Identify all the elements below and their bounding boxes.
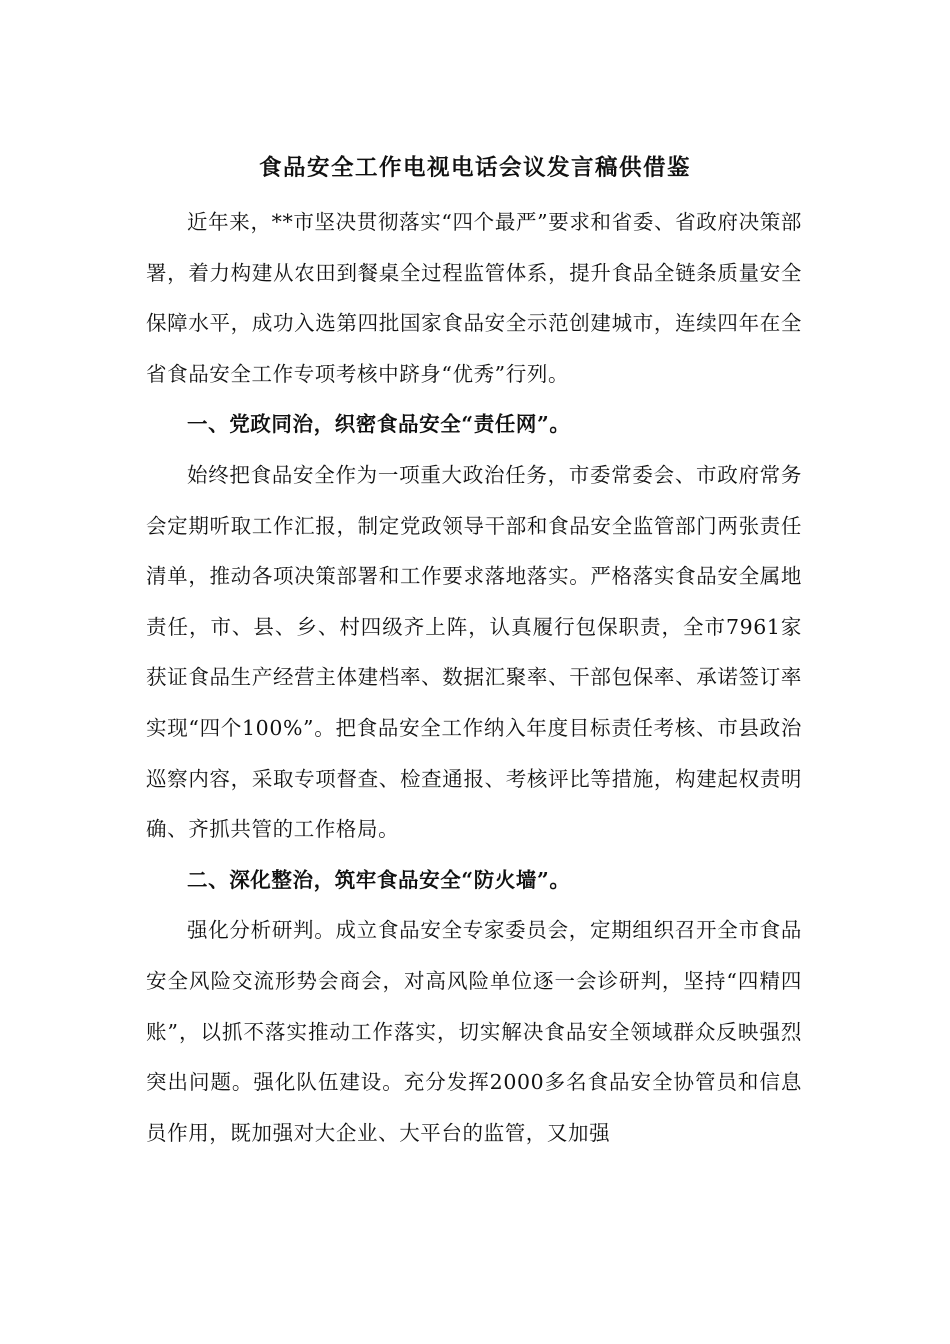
section-heading-1: 一、党政同治，织密食品安全“责任网”。: [187, 412, 571, 437]
section-heading-2: 二、深化整治，筑牢食品安全“防火墙”。: [187, 867, 571, 892]
paragraph-intro: 近年来，**市坚决贯彻落实“四个最严”要求和省委、省政府决策部署，着力构建从农田到餐桌全过程监管体系，提升食品全链条质量安全保障水平，成功入选第四批国家食品安全示范创建城市，连续四年在全省食品安全工作专项考核中跻身“优秀”行列。: [146, 210, 802, 386]
document-title: 食品安全工作电视电话会议发言稿供借鉴: [258, 155, 691, 181]
paragraph-section-2: 强化分析研判。成立食品安全专家委员会，定期组织召开全市食品安全风险交流形势会商会，对高风险单位逐一会诊研判，坚持“四精四账”，以抓不落实推动工作落实，切实解决食品安全领域群众反映强烈突出问题。强化队伍建设。充分发挥2000多名食品安全协管员和信息员作用，既加强对大企业、大平台的监管，又加强: [146, 918, 802, 1145]
document-body: [146, 197, 802, 1158]
paragraph-section-1: 始终把食品安全作为一项重大政治任务，市委常委会、市政府常务会定期听取工作汇报，制定党政领导干部和食品安全监管部门两张责任清单，推动各项决策部署和工作要求落地落实。严格落实食品安全属地责任，市、县、乡、村四级齐上阵，认真履行包保职责，全市7961家获证食品生产经营主体建档率、数据汇聚率、干部包保率、承诺签订率实现“四个100%”。把食品安全工作纳入年度目标责任考核、市县政治巡察内容，采取专项督查、检查通报、考核评比等措施，构建起权责明确、齐抓共管的工作格局。: [146, 462, 802, 842]
